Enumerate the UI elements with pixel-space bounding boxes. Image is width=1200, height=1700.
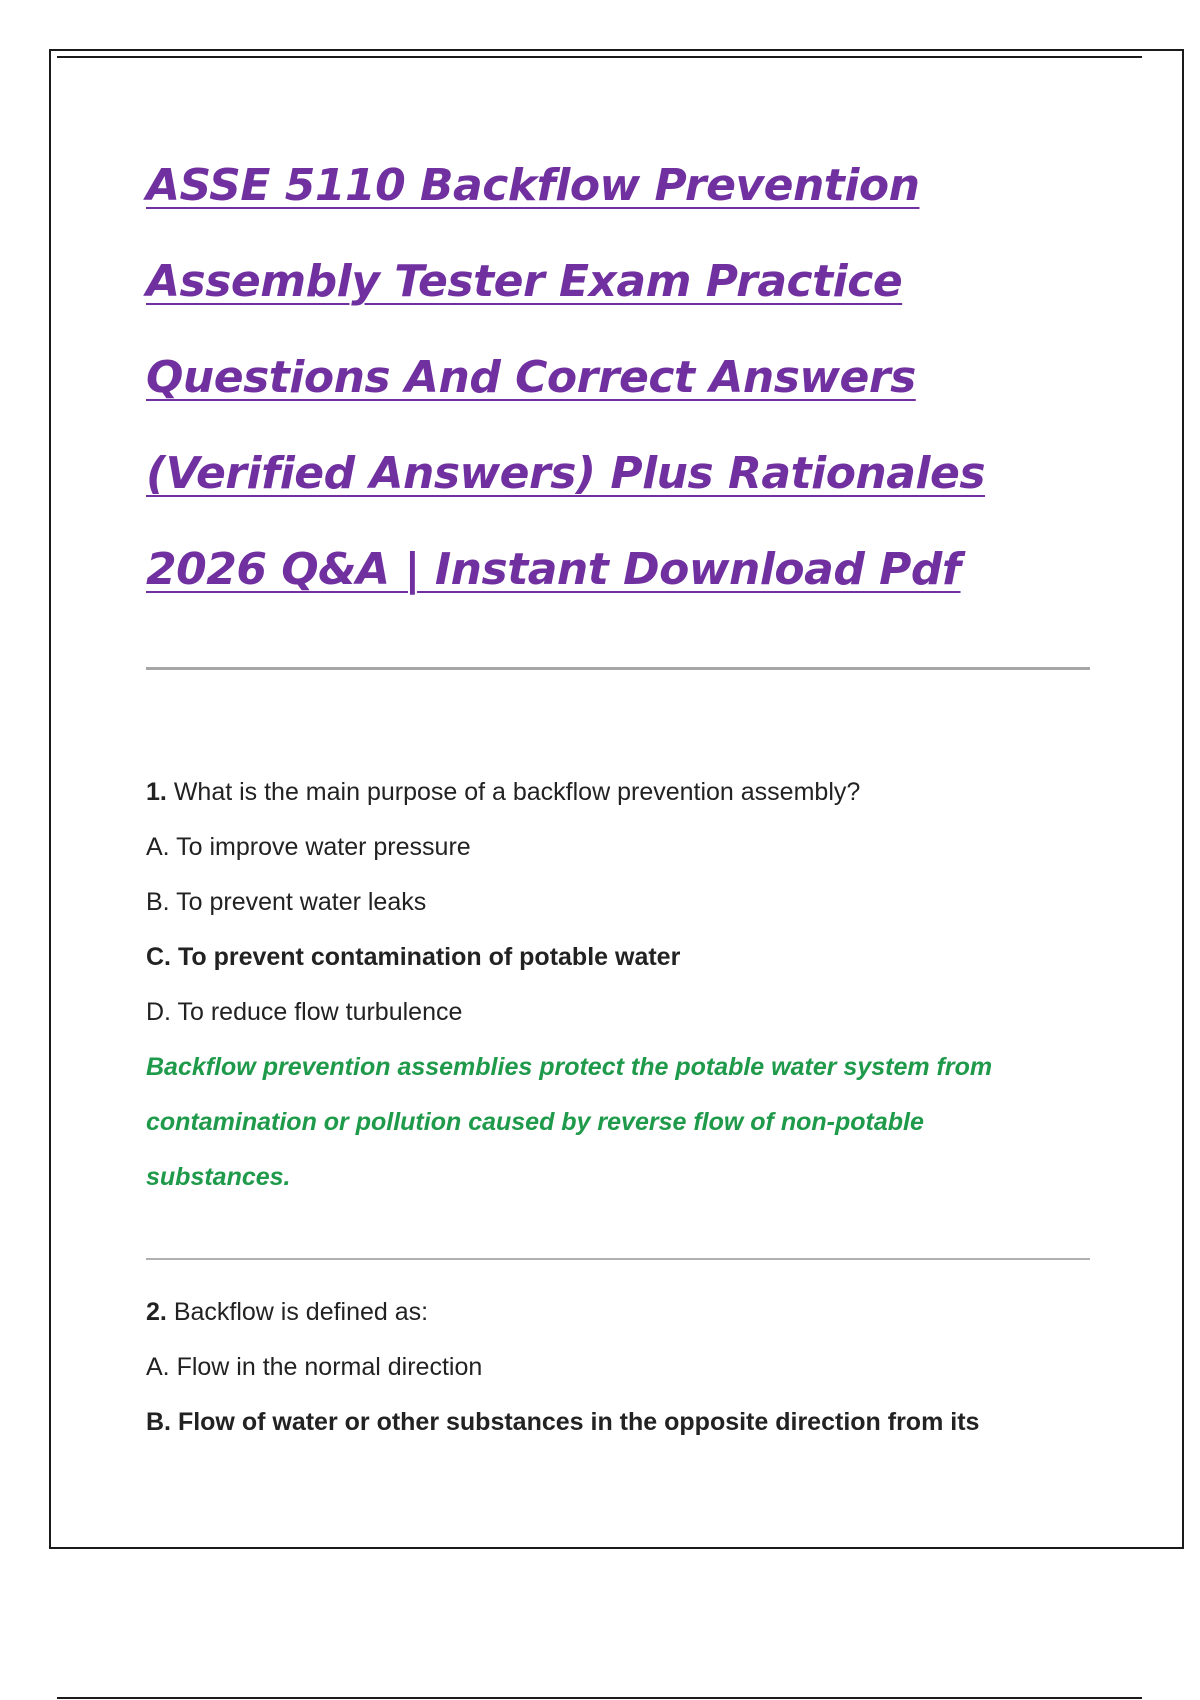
next-page-top-rule bbox=[57, 1697, 1142, 1699]
answer-option-d: D. To reduce flow turbulence bbox=[146, 998, 463, 1026]
rationale-text: Backflow prevention assemblies protect the potable water system from contamination or pollution caused by reverse flow of non-potable substances. bbox=[146, 1053, 993, 1191]
answer-option-b-correct: B. Flow of water or other substances in the opposite direction from its bbox=[146, 1408, 980, 1436]
question-stem bbox=[146, 765, 1106, 820]
question-number: 1. bbox=[146, 778, 167, 806]
question-block-1 bbox=[146, 765, 1106, 1205]
question-block-2 bbox=[146, 1285, 1106, 1450]
answer-option-b: B. To prevent water leaks bbox=[146, 888, 427, 916]
question-divider bbox=[146, 1258, 1090, 1260]
question-number: 2. bbox=[146, 1298, 167, 1326]
question-text: What is the main purpose of a backflow prevention assembly? bbox=[173, 778, 861, 806]
answer-option-a: A. Flow in the normal direction bbox=[146, 1353, 483, 1381]
answer-option-a: A. To improve water pressure bbox=[146, 833, 471, 861]
document-title: ASSE 5110 Backflow Prevention Assembly Tester Exam Practice Questions And Correct Answers (Verified Answers) Plus Rationales 2026 Q&A | Instant Download Pdf bbox=[146, 160, 986, 595]
question-stem bbox=[146, 1285, 1106, 1340]
question-text: Backflow is defined as: bbox=[173, 1298, 429, 1326]
answer-option-c-correct: C. To prevent contamination of potable water bbox=[146, 943, 681, 971]
frame-top-rule bbox=[57, 56, 1142, 58]
title-divider bbox=[146, 667, 1090, 670]
